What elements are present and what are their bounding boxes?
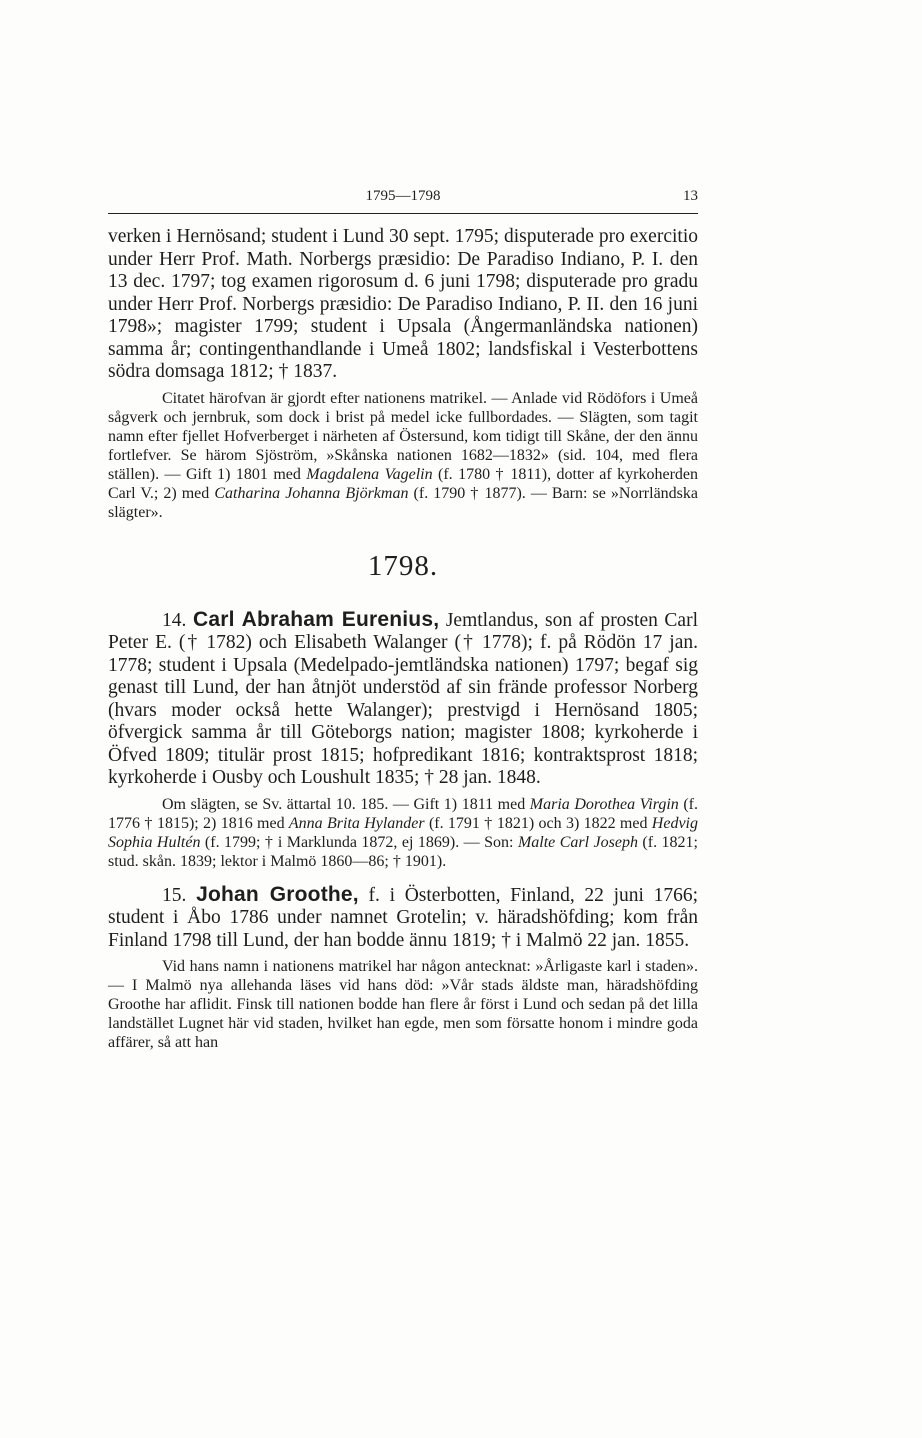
entry-14-name: Carl Abraham Eurenius, <box>192 607 440 631</box>
paragraph-continuation: verken i Hernösand; student i Lund 30 sept. 1795; disputerade pro exercitio under Herr Prof. Math. Norbergs præsidio: De Paradiso Indiano, P. I. den 13 dec. 1797; tog examen rigorosum d. 6 juni 1798; disputerade pro gradu under Herr Prof. Norbergs præsidio: De Paradiso Indiano, P. II. den 16 juni 1798»; magister 1799; student i Upsala (Ångermanländska nationen) samma år; contingenthandlande i Umeå 1802; landsfiskal i Vesterbottens södra domsaga 1812; † 1837. <box>108 226 698 382</box>
entry-14 <box>108 609 698 790</box>
entry-15-note: Vid hans namn i nationens matrikel har någon antecknat: »Årligaste karl i staden». — I Malmö nya allehanda läses vid hans död: »Vår stads äldste man, häradshöfding Groothe har aflidit. Finsk till nationen bodde han flere år först i Lund och sedan på det lilla landstället Lugnet här vid staden, hvilket han egde, men som försatte honom i mindre goda affärer, så att han <box>108 958 698 1051</box>
entry-15-number: 15. <box>162 884 187 906</box>
entry-14-number: 14. <box>162 609 187 631</box>
entry-14-note: Om slägten, se Sv. ättartal 10. 185. — Gift 1) 1811 med Maria Dorothea Virgin (f. 1776 † 1815); 2) 1816 med Anna Brita Hylander (f. 1791 † 1821) och 3) 1822 med Hedvig Sophia Hultén (f. 1799; † i Marklunda 1872, ej 1869). — Son: Malte Carl Joseph (f. 1821; stud. skån. 1839; lektor i Malmö 1860—86; † 1901). <box>108 795 699 870</box>
entry-15 <box>108 884 698 953</box>
page-number: 13 <box>683 188 698 204</box>
wife-name-2: Catharina Johanna Björkman <box>214 484 409 502</box>
page-body <box>108 226 698 1052</box>
header-years: 1795—1798 <box>365 188 441 204</box>
header-rule <box>108 213 698 214</box>
year-heading: 1798. <box>367 549 439 582</box>
entry-14-text: Jemtlandus, son af prosten Carl Peter E. († 1782) och Elisabeth Walanger († 1778); f. på Rödön 17 jan. 1778; student i Upsala (Medelpado-jemtländska nationen) 1797; begaf sig genast till Lund, der han åtnjöt understöd af sin frände professor Norberg (hvars moder också hette Walanger); prestvigd i Hernösand 1805; öfvergick samma år till Göteborgs nation; magister 1808; kyrkoherde i Öfved 1809; titulär prost 1815; hofpredikant 1816; kontraktsprost 1818; kyrkoherde i Ousby och Loushult 1835; † 28 jan. 1848. <box>108 609 699 788</box>
wife-name-1: Magdalena Vagelin <box>306 465 433 483</box>
entry-15-text: f. i Österbotten, Finland, 22 juni 1766; student i Åbo 1786 under namnet Grotelin; v. häradshöfding; kom från Finland 1798 till Lund, der han bodde ännu 1819; † i Malmö 22 jan. 1855. <box>108 884 699 951</box>
entry-15-name: Johan Groothe, <box>196 882 359 906</box>
note-paragraph: Citatet härofvan är gjordt efter nationens matrikel. — Anlade vid Rödöfors i Umeå sågverk och jernbruk, som dock i brist på medel icke fullbordades. — Slägten, som tagit namn efter fjellet Hofverberget i närheten af Östersund, kom tidigt till Skåne, der den ännu fortlefver. Se härom Sjöström, »Skånska nationen 1682—1832» (sid. 104, med flera ställen). — Gift 1) 1801 med Magdalena Vagelin (f. 1780 † 1811), dotter af kyrkoherden Carl V.; 2) med Catharina Johanna Björkman (f. 1790 † 1877). — Barn: se »Norrländska slägter». <box>108 389 698 521</box>
running-header <box>108 186 698 208</box>
